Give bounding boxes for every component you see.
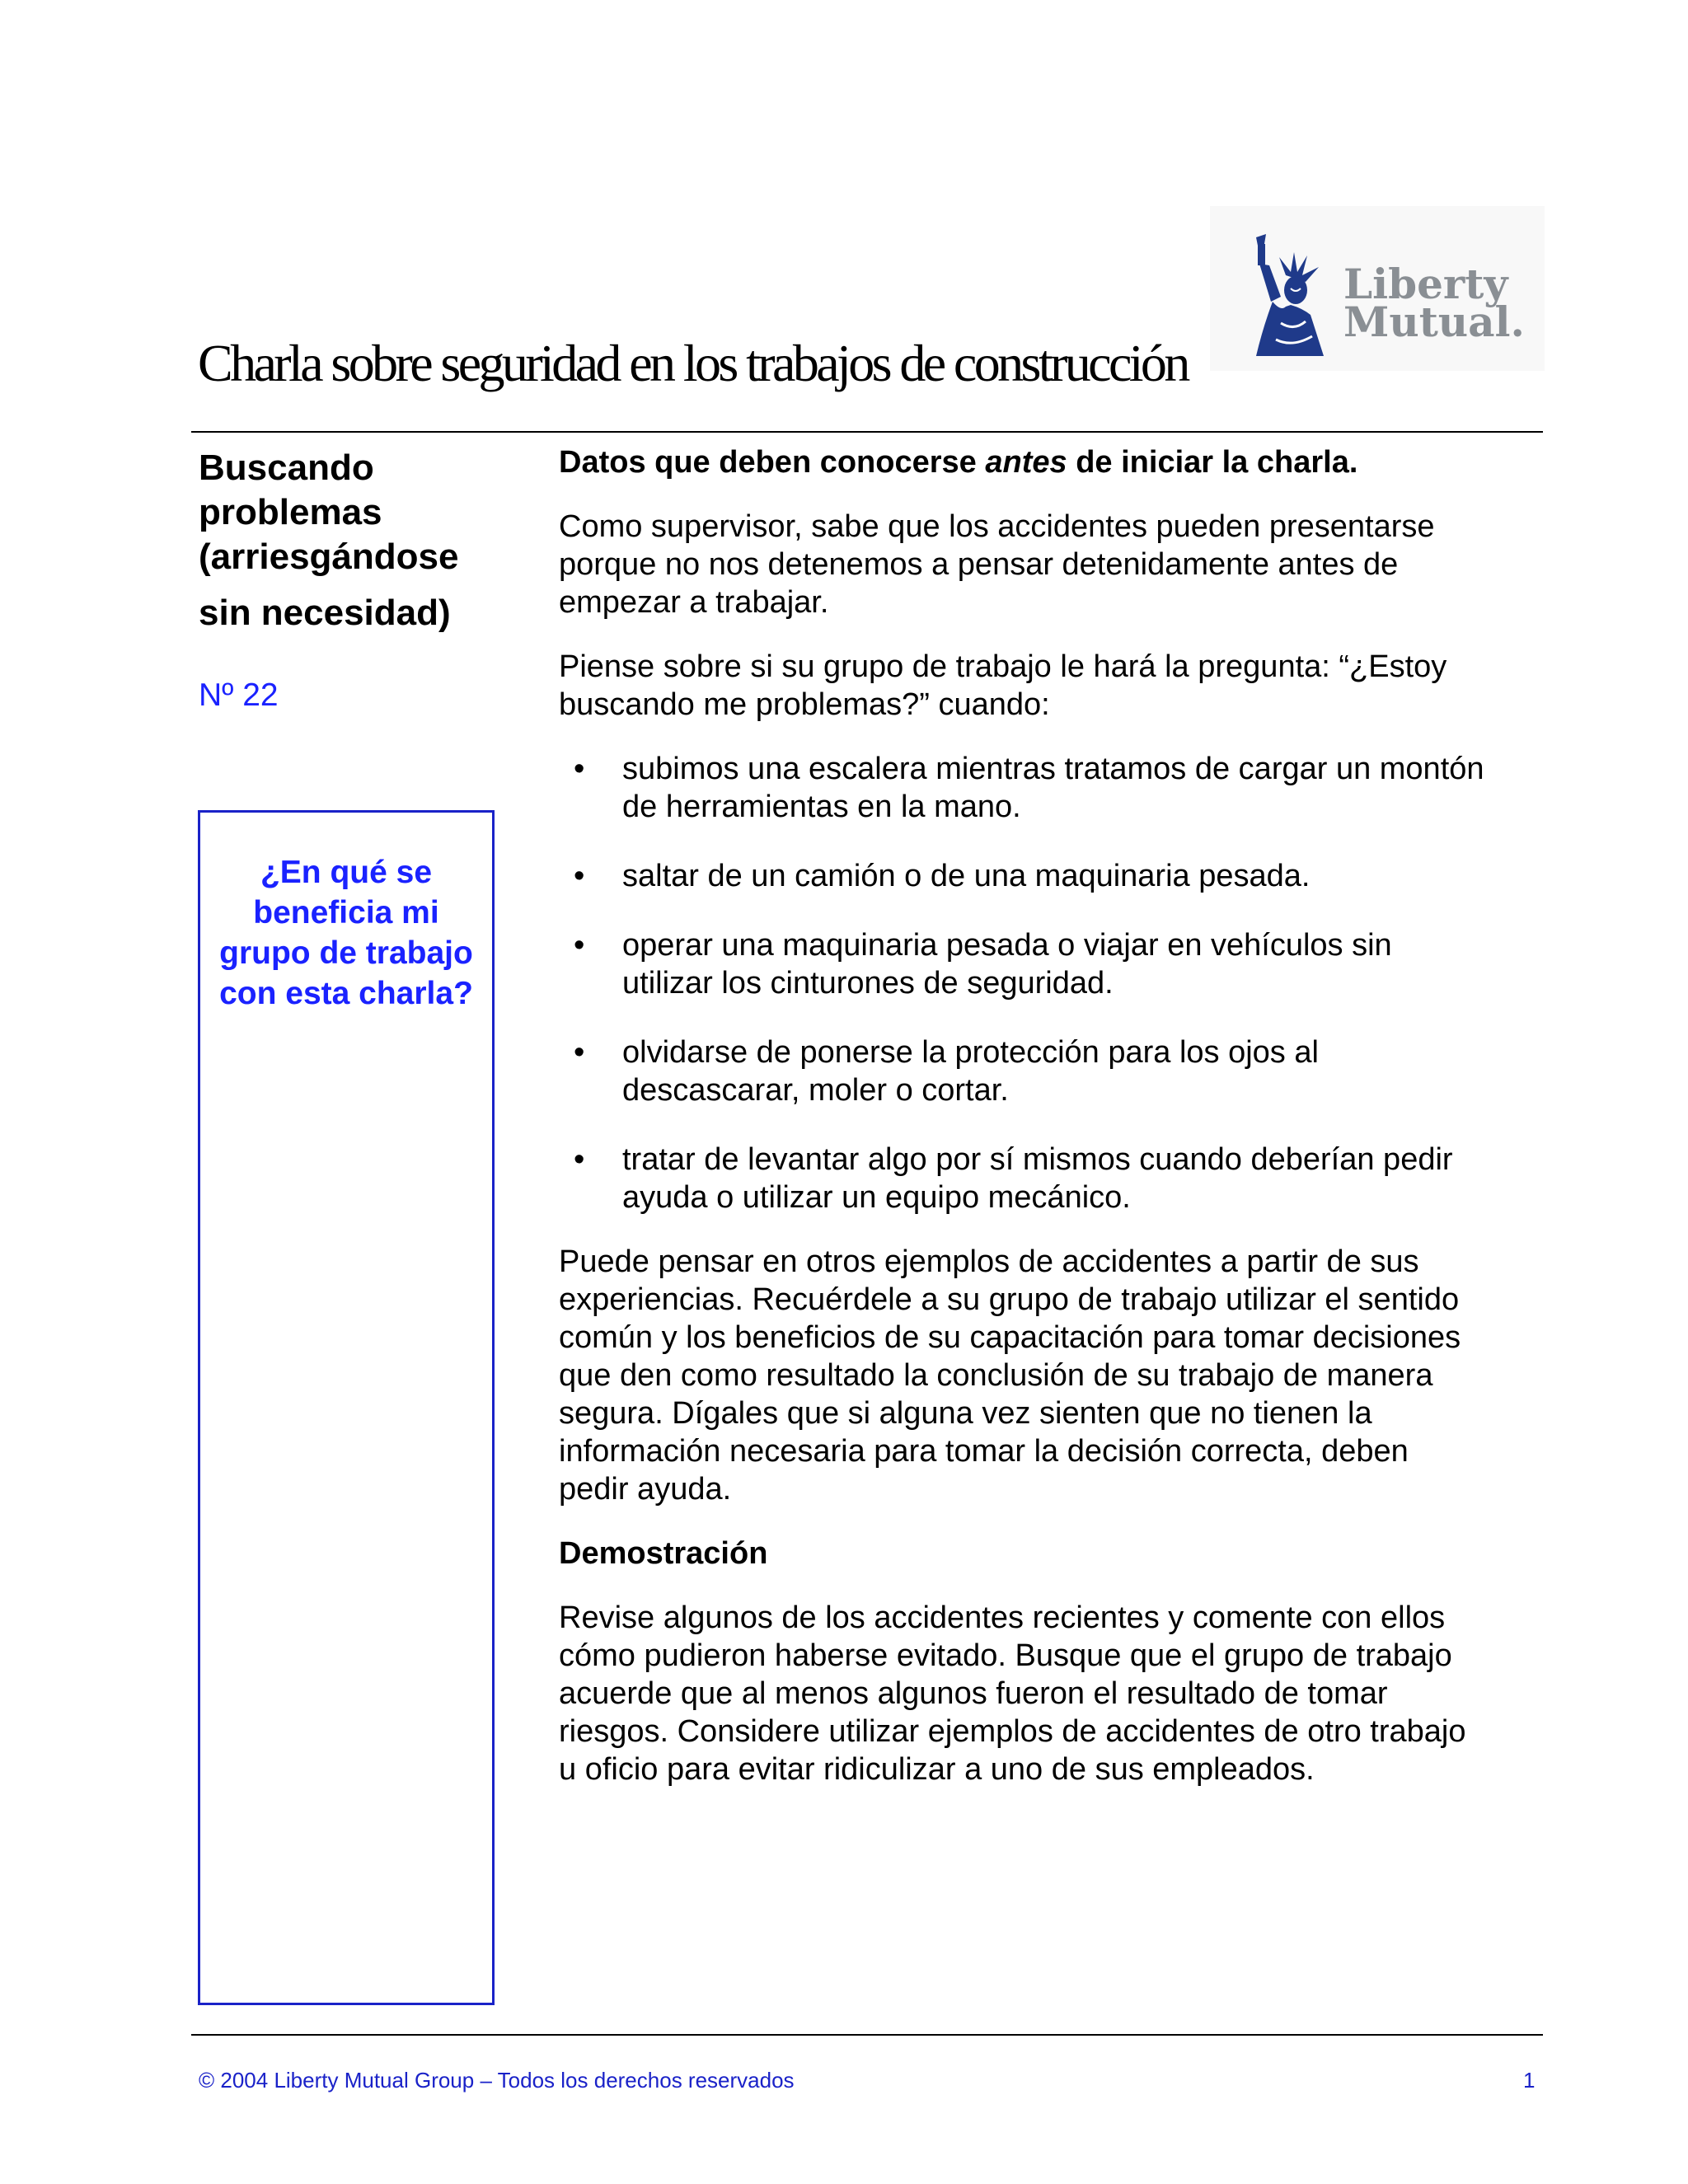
benefit-box xyxy=(198,810,495,2005)
paragraph-line: u oficio para evitar ridiculizar a uno de sus empleados. xyxy=(559,1752,1315,1787)
paragraph-line: acuerde que al menos algunos fueron el resultado de tomar xyxy=(559,1676,1388,1711)
benefit-question-line: con esta charla? xyxy=(219,976,473,1011)
demonstration-heading: Demostración xyxy=(559,1536,768,1571)
intro-paragraph xyxy=(559,508,1548,621)
list-item-line: saltar de un camión o de una maquinaria pesada. xyxy=(622,859,1311,893)
list-item-line: olvidarse de ponerse la protección para los ojos al xyxy=(622,1035,1319,1070)
list-item xyxy=(559,926,1548,1002)
page-number: 1 xyxy=(1523,2068,1536,2093)
paragraph-line: empezar a trabajar. xyxy=(559,585,829,620)
bullet-icon: • xyxy=(574,859,585,893)
benefit-question-line: ¿En qué se xyxy=(260,855,433,890)
facts-heading-text: Datos que deben conocerse xyxy=(559,445,986,480)
paragraph-line: pedir ayuda. xyxy=(559,1472,732,1507)
list-item xyxy=(559,750,1548,826)
list-item-line: ayuda o utilizar un equipo mecánico. xyxy=(622,1180,1131,1215)
risk-list xyxy=(559,750,1548,1216)
question-paragraph xyxy=(559,648,1548,724)
talk-title-line: sin necesidad) xyxy=(199,593,451,633)
main-content xyxy=(559,443,1548,1788)
talk-title-line: Buscando xyxy=(199,448,374,488)
facts-heading-emphasis: antes xyxy=(985,445,1067,480)
bullet-icon: • xyxy=(574,928,585,963)
benefit-question-line: beneficia mi xyxy=(253,895,439,930)
list-item xyxy=(559,857,1548,895)
list-item-line: tratar de levantar algo por sí mismos cuando deberían pedir xyxy=(622,1142,1453,1177)
bullet-icon: • xyxy=(574,1035,585,1070)
paragraph-line: Revise algunos de los accidentes recientes y comente con ellos xyxy=(559,1601,1446,1635)
statue-of-liberty-icon xyxy=(1245,232,1335,356)
paragraph-line: información necesaria para tomar la decisión correcta, deben xyxy=(559,1434,1409,1469)
paragraph-line: experiencias. Recuérdele a su grupo de trabajo utilizar el sentido xyxy=(559,1282,1460,1317)
paragraph-line: Como supervisor, sabe que los accidentes pueden presentarse xyxy=(559,509,1435,544)
facts-heading xyxy=(559,443,1548,481)
document-title: Charla sobre seguridad en los trabajos de construcción xyxy=(198,334,1188,392)
logo-line-2: Mutual. xyxy=(1343,298,1525,346)
paragraph-line: Puede pensar en otros ejemplos de accidentes a partir de sus xyxy=(559,1244,1419,1279)
talk-number: Nº 22 xyxy=(199,677,279,713)
paragraph-line: común y los beneficios de su capacitación para tomar decisiones xyxy=(559,1320,1461,1355)
talk-title xyxy=(199,446,520,635)
list-item-line: subimos una escalera mientras tratamos de cargar un montón xyxy=(622,752,1484,786)
bottom-divider xyxy=(191,2034,1543,2036)
list-item-line: utilizar los cinturones de seguridad. xyxy=(622,966,1114,1001)
benefit-question xyxy=(200,852,492,1014)
list-item xyxy=(559,1141,1548,1216)
logo-line-1: Liberty xyxy=(1343,260,1508,308)
examples-paragraph xyxy=(559,1243,1548,1508)
demonstration-paragraph xyxy=(559,1599,1548,1788)
paragraph-line: porque no nos detenemos a pensar detenidamente antes de xyxy=(559,547,1399,582)
talk-title-line: (arriesgándose xyxy=(199,537,459,577)
logo-wordmark xyxy=(1343,260,1525,346)
list-item-line: operar una maquinaria pesada o viajar en vehículos sin xyxy=(622,928,1392,963)
list-item-line: descascarar, moler o cortar. xyxy=(622,1073,1009,1108)
facts-heading-text-end: de iniciar la charla. xyxy=(1067,445,1358,480)
liberty-mutual-logo xyxy=(1210,206,1545,371)
list-item-line: de herramientas en la mano. xyxy=(622,790,1021,824)
paragraph-line: buscando me problemas?” cuando: xyxy=(559,687,1050,722)
paragraph-line: cómo pudieron haberse evitado. Busque que el grupo de trabajo xyxy=(559,1638,1452,1673)
talk-title-line: problemas xyxy=(199,492,382,532)
bullet-icon: • xyxy=(574,1142,585,1177)
benefit-question-line: grupo de trabajo xyxy=(219,935,473,971)
top-divider xyxy=(191,431,1543,433)
footer-copyright: © 2004 Liberty Mutual Group – Todos los derechos reservados xyxy=(199,2068,795,2093)
paragraph-line: Piense sobre si su grupo de trabajo le hará la pregunta: “¿Estoy xyxy=(559,649,1447,684)
paragraph-line: que den como resultado la conclusión de su trabajo de manera xyxy=(559,1358,1433,1393)
list-item xyxy=(559,1033,1548,1109)
paragraph-line: riesgos. Considere utilizar ejemplos de accidentes de otro trabajo xyxy=(559,1714,1466,1749)
paragraph-line: segura. Dígales que si alguna vez sienten que no tienen la xyxy=(559,1396,1372,1431)
bullet-icon: • xyxy=(574,752,585,786)
